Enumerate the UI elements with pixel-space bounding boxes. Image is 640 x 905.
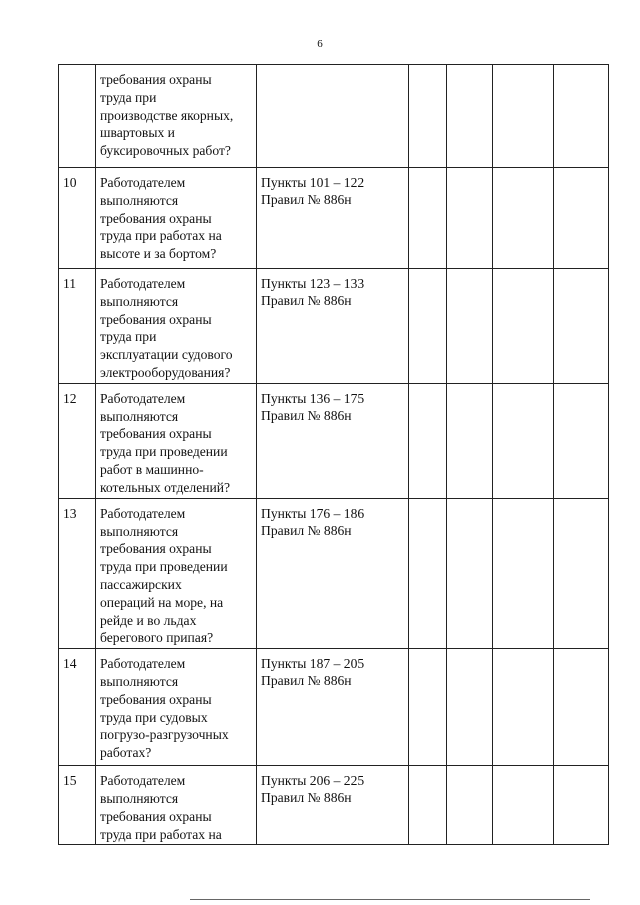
question-line: рейде и во льдах: [100, 612, 197, 628]
table-row: [59, 269, 609, 384]
answer-no-cell: [447, 498, 493, 648]
row-number: 15: [63, 773, 77, 789]
question-line: операций на море, на: [100, 594, 224, 610]
reference-line: Пункты 101 – 122: [261, 175, 365, 190]
answer-no-cell: [447, 383, 493, 498]
question-line: выполняются: [100, 673, 179, 689]
row-number: 10: [63, 175, 77, 190]
table-row: [59, 383, 609, 498]
reference-line: Пункты 187 – 205: [261, 656, 365, 672]
answer-na-cell: [493, 383, 554, 498]
row-number: 11: [63, 276, 77, 291]
reference-cell: [257, 65, 409, 168]
question-line: требования охраны: [100, 691, 212, 707]
answer-yes-cell: [409, 649, 447, 766]
reference-cell: [257, 498, 409, 648]
answer-na-cell: [493, 649, 554, 766]
question-line: Работодателем: [100, 656, 186, 672]
notes-cell: [554, 766, 609, 845]
scan-edge-line: [190, 899, 590, 900]
notes-cell: [554, 383, 609, 498]
row-number: 14: [63, 656, 77, 672]
answer-yes-cell: [409, 498, 447, 648]
answer-no-cell: [447, 649, 493, 766]
question-line: производстве якорных,: [100, 107, 234, 123]
answer-yes-cell: [409, 269, 447, 384]
question-line: труда при судовых: [100, 709, 208, 725]
answer-na-cell: [493, 269, 554, 384]
question-line: высоте и за бортом?: [100, 246, 217, 262]
question-line: котельных отделений?: [100, 479, 231, 495]
question-cell: [96, 766, 257, 845]
question-line: труда при: [100, 329, 157, 345]
reference-line: Правил № 886н: [261, 191, 352, 207]
reference-line: Пункты 206 – 225: [261, 773, 365, 789]
reference-line: Правил № 886н: [261, 789, 352, 805]
question-cell: [96, 383, 257, 498]
question-cell: [96, 649, 257, 766]
checklist-table: [58, 64, 609, 845]
answer-na-cell: [493, 498, 554, 648]
reference-line: Пункты 123 – 133: [261, 276, 365, 291]
notes-cell: [554, 269, 609, 384]
question-line: работах?: [100, 745, 152, 761]
notes-cell: [554, 649, 609, 766]
question-line: труда при: [100, 89, 157, 105]
question-line: пассажирских: [100, 576, 182, 592]
question-line: требования охраны: [100, 541, 212, 557]
question-line: требования охраны: [100, 426, 212, 442]
reference-cell: [257, 649, 409, 766]
question-line: Работодателем: [100, 773, 186, 789]
question-line: требования охраны: [100, 808, 212, 824]
answer-yes-cell: [409, 766, 447, 845]
row-number-cell: [59, 498, 96, 648]
question-line: труда при работах на: [100, 228, 222, 244]
answer-yes-cell: [409, 383, 447, 498]
question-line: Работодателем: [100, 390, 186, 406]
question-line: выполняются: [100, 408, 179, 424]
question-line: труда при работах на: [100, 826, 222, 842]
question-line: труда при проведении: [100, 559, 228, 575]
answer-no-cell: [447, 269, 493, 384]
question-cell: [96, 65, 257, 168]
question-line: Работодателем: [100, 505, 186, 521]
question-line: выполняются: [100, 790, 179, 806]
notes-cell: [554, 168, 609, 269]
row-number-cell: [59, 766, 96, 845]
row-number: 13: [63, 505, 77, 521]
table-row: [59, 65, 609, 168]
answer-yes-cell: [409, 65, 447, 168]
question-line: берегового припая?: [100, 630, 214, 646]
answer-no-cell: [447, 168, 493, 269]
table-row: [59, 649, 609, 766]
row-number-cell: [59, 269, 96, 384]
question-line: выполняются: [100, 192, 179, 208]
answer-na-cell: [493, 65, 554, 168]
question-line: работ в машинно-: [100, 461, 204, 477]
reference-cell: [257, 168, 409, 269]
reference-cell: [257, 269, 409, 384]
answer-yes-cell: [409, 168, 447, 269]
row-number-cell: [59, 649, 96, 766]
question-line: выполняются: [100, 293, 179, 309]
answer-na-cell: [493, 766, 554, 845]
question-line: эксплуатации судового: [100, 347, 233, 363]
question-cell: [96, 498, 257, 648]
question-line: требования охраны: [100, 311, 212, 327]
table-row: [59, 498, 609, 648]
question-line: швартовых и: [100, 125, 175, 141]
question-cell: [96, 168, 257, 269]
reference-line: Правил № 886н: [261, 672, 352, 688]
row-number-cell: [59, 168, 96, 269]
reference-line: Правил № 886н: [261, 522, 352, 538]
question-line: электрооборудования?: [100, 364, 231, 380]
reference-line: Правил № 886н: [261, 407, 352, 423]
question-cell: [96, 269, 257, 384]
reference-line: Пункты 176 – 186: [261, 505, 365, 521]
row-number: 12: [63, 390, 77, 406]
answer-no-cell: [447, 766, 493, 845]
question-line: Работодателем: [100, 175, 186, 190]
reference-line: Правил № 886н: [261, 292, 352, 308]
reference-cell: [257, 766, 409, 845]
reference-line: Пункты 136 – 175: [261, 390, 365, 406]
question-line: погрузо-разгрузочных: [100, 727, 229, 743]
reference-cell: [257, 383, 409, 498]
row-number-cell: [59, 383, 96, 498]
question-line: буксировочных работ?: [100, 143, 231, 159]
question-line: требования охраны: [100, 210, 212, 226]
answer-na-cell: [493, 168, 554, 269]
notes-cell: [554, 65, 609, 168]
question-line: Работодателем: [100, 276, 186, 291]
question-line: требования охраны: [100, 72, 212, 87]
notes-cell: [554, 498, 609, 648]
question-line: выполняются: [100, 523, 179, 539]
question-line: труда при проведении: [100, 444, 228, 460]
answer-no-cell: [447, 65, 493, 168]
table-row: [59, 168, 609, 269]
page-number: 6: [317, 38, 323, 50]
row-number-cell: [59, 65, 96, 168]
table-row: [59, 766, 609, 845]
